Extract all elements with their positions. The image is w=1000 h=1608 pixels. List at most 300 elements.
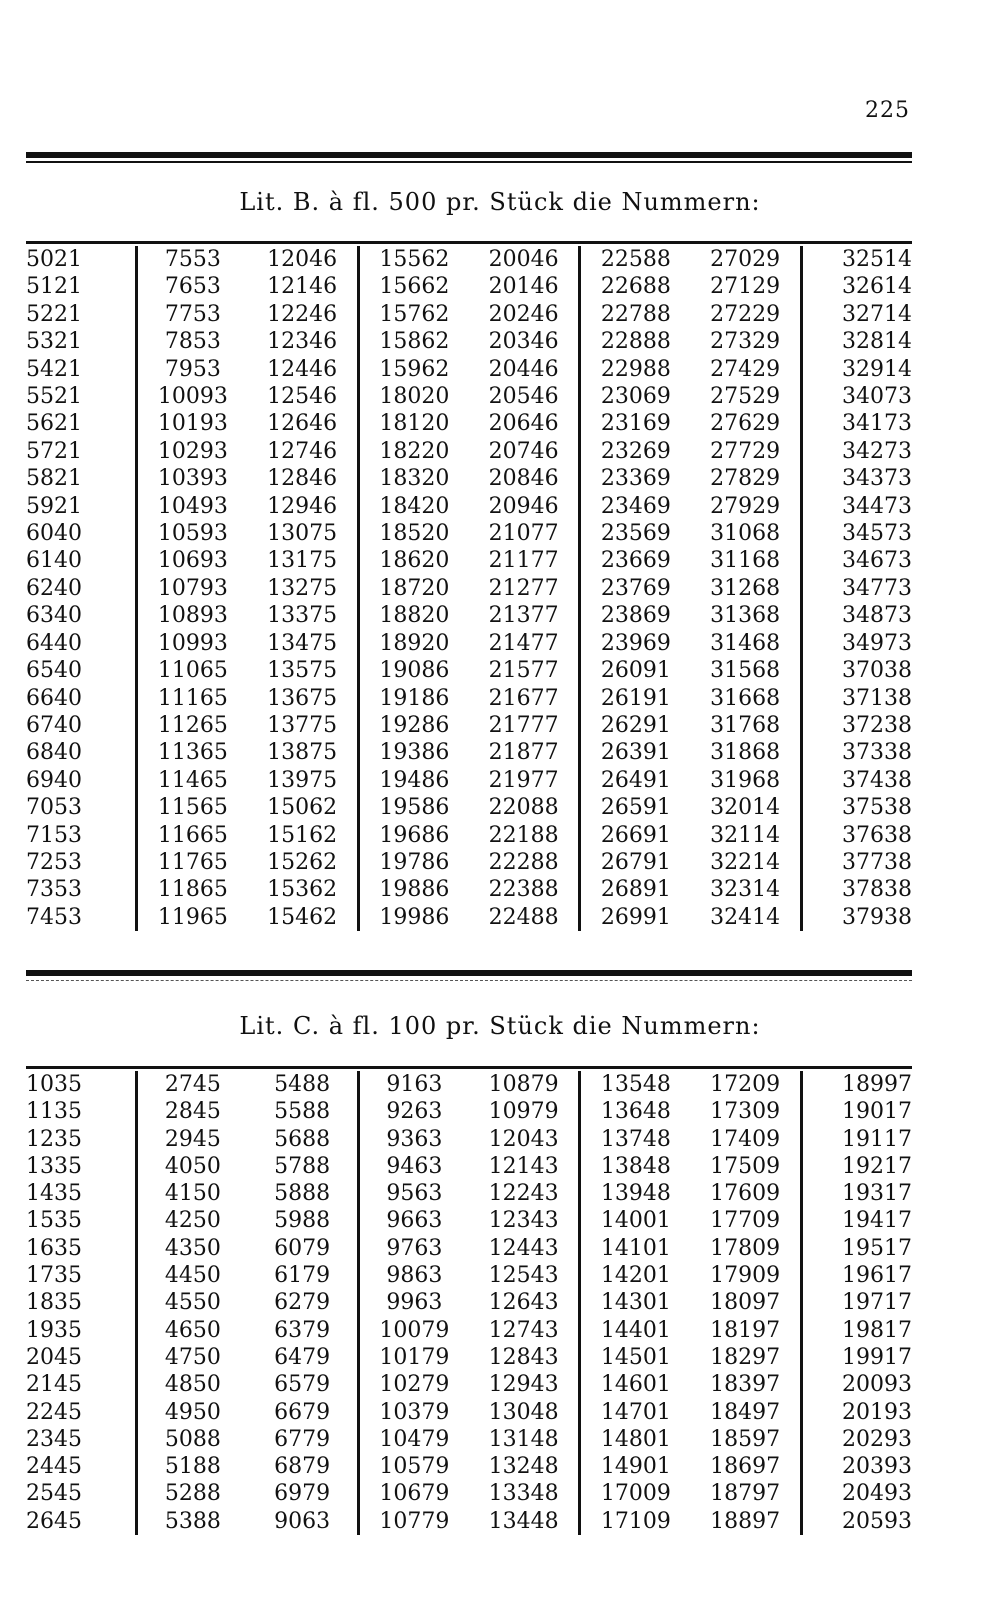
- number-cell: 26491: [580, 767, 691, 794]
- number-cell: 20946: [488, 493, 559, 519]
- number-cell: 9163: [358, 1071, 469, 1098]
- number-cell: 20593: [801, 1508, 912, 1535]
- table-row: [26, 876, 912, 903]
- number-cell: 31068: [710, 521, 781, 547]
- table-row: [26, 246, 912, 273]
- section-c-table: [26, 1071, 912, 1535]
- number-cell: 12146: [267, 274, 338, 300]
- number-cell: 18197: [710, 1317, 781, 1343]
- number-cell: 34473: [801, 493, 912, 520]
- number-cell: 11965: [137, 904, 248, 931]
- number-cell: 13175: [267, 548, 338, 574]
- number-cell: 20646: [488, 411, 559, 437]
- number-cell: 34173: [801, 410, 912, 437]
- table-row: [26, 493, 912, 520]
- number-cell: 6540: [26, 658, 82, 684]
- table-row: [26, 547, 912, 574]
- number-cell: 19517: [801, 1235, 912, 1262]
- number-cell: 5321: [26, 329, 82, 355]
- number-cell: 15162: [267, 822, 338, 848]
- number-cell: 4550: [137, 1289, 248, 1316]
- number-cell: 27429: [710, 356, 781, 382]
- number-cell: 2945: [137, 1126, 248, 1153]
- number-cell: 5888: [274, 1181, 331, 1207]
- number-cell: 27829: [710, 466, 781, 492]
- number-cell: 18120: [358, 410, 469, 437]
- number-cell: 12443: [488, 1235, 559, 1261]
- number-cell: 19386: [358, 739, 469, 766]
- number-cell: 14501: [580, 1344, 691, 1371]
- number-cell: 18897: [710, 1508, 781, 1534]
- number-cell: 19917: [801, 1344, 912, 1371]
- number-cell: 13548: [580, 1071, 691, 1098]
- number-cell: 11165: [137, 685, 248, 712]
- number-cell: 18220: [358, 438, 469, 465]
- number-cell: 13275: [267, 575, 338, 601]
- section-b-rule: [26, 241, 912, 244]
- number-cell: 5921: [26, 493, 82, 519]
- number-cell: 9763: [358, 1235, 469, 1262]
- number-cell: 34073: [801, 383, 912, 410]
- number-cell: 2445: [26, 1454, 82, 1480]
- number-cell: 2845: [137, 1098, 248, 1125]
- number-cell: 21077: [488, 521, 559, 547]
- number-cell: 6840: [26, 740, 82, 766]
- number-cell: 1735: [26, 1263, 82, 1289]
- number-cell: 37138: [801, 685, 912, 712]
- table-row: [26, 1508, 912, 1535]
- number-cell: 13648: [580, 1098, 691, 1125]
- table-row: [26, 794, 912, 821]
- number-cell: 20393: [801, 1453, 912, 1480]
- page-number: 225: [865, 98, 910, 123]
- number-cell: 13675: [267, 685, 338, 711]
- number-cell: 10379: [358, 1399, 469, 1426]
- number-cell: 18020: [358, 383, 469, 410]
- number-cell: 31368: [710, 603, 781, 629]
- number-cell: 34373: [801, 465, 912, 492]
- number-cell: 10993: [137, 630, 248, 657]
- number-cell: 7053: [26, 795, 82, 821]
- number-cell: 13948: [580, 1180, 691, 1207]
- number-cell: 23569: [580, 520, 691, 547]
- number-cell: 19786: [358, 849, 469, 876]
- number-cell: 32814: [801, 328, 912, 355]
- number-cell: 31568: [710, 658, 781, 684]
- number-cell: 5688: [274, 1126, 331, 1152]
- table-row: [26, 1480, 912, 1507]
- number-cell: 17309: [710, 1099, 781, 1125]
- number-cell: 22588: [580, 246, 691, 273]
- number-cell: 34773: [801, 575, 912, 602]
- table-row: [26, 383, 912, 410]
- header-rule-thick: [26, 152, 912, 158]
- number-cell: 19486: [358, 767, 469, 794]
- number-cell: 22088: [488, 795, 559, 821]
- number-cell: 9863: [358, 1262, 469, 1289]
- number-cell: 22688: [580, 273, 691, 300]
- number-cell: 7453: [26, 904, 82, 930]
- table-row: [26, 602, 912, 629]
- number-cell: 10579: [358, 1453, 469, 1480]
- number-cell: 9963: [358, 1289, 469, 1316]
- number-cell: 20346: [488, 329, 559, 355]
- number-cell: 2545: [26, 1481, 82, 1507]
- table-row: [26, 301, 912, 328]
- number-cell: 1635: [26, 1235, 82, 1261]
- number-cell: 15662: [358, 273, 469, 300]
- number-cell: 6140: [26, 548, 82, 574]
- number-cell: 18620: [358, 547, 469, 574]
- number-cell: 19417: [801, 1207, 912, 1234]
- number-cell: 13375: [267, 603, 338, 629]
- number-cell: 7653: [137, 273, 248, 300]
- number-cell: 11765: [137, 849, 248, 876]
- number-cell: 19717: [801, 1289, 912, 1316]
- number-cell: 12243: [488, 1181, 559, 1207]
- number-cell: 4650: [137, 1317, 248, 1344]
- number-cell: 27229: [710, 301, 781, 327]
- number-cell: 20046: [488, 247, 559, 272]
- table-row: [26, 657, 912, 684]
- number-cell: 21977: [488, 767, 559, 793]
- number-cell: 27529: [710, 384, 781, 410]
- number-cell: 7553: [137, 246, 248, 273]
- number-cell: 5388: [137, 1508, 248, 1535]
- table-row: [26, 767, 912, 794]
- number-cell: 4950: [137, 1399, 248, 1426]
- number-cell: 5588: [274, 1099, 331, 1125]
- section-b-table: [26, 246, 912, 931]
- number-cell: 17209: [710, 1072, 781, 1097]
- section-break-rule-thick: [26, 970, 912, 976]
- number-cell: 1335: [26, 1153, 82, 1179]
- number-cell: 13848: [580, 1153, 691, 1180]
- table-row: [26, 630, 912, 657]
- table-row: [26, 328, 912, 355]
- number-cell: 5021: [26, 247, 82, 272]
- number-cell: 15062: [267, 795, 338, 821]
- table-row: [26, 1317, 912, 1344]
- number-cell: 9663: [358, 1207, 469, 1234]
- number-cell: 14201: [580, 1262, 691, 1289]
- number-cell: 26591: [580, 794, 691, 821]
- number-cell: 14901: [580, 1453, 691, 1480]
- number-cell: 26391: [580, 739, 691, 766]
- number-cell: 11565: [137, 794, 248, 821]
- number-cell: 20193: [801, 1399, 912, 1426]
- table-row: [26, 1426, 912, 1453]
- number-cell: 13875: [267, 740, 338, 766]
- number-cell: 10779: [358, 1508, 469, 1535]
- number-cell: 26991: [580, 904, 691, 931]
- number-cell: 17709: [710, 1208, 781, 1234]
- number-cell: 13748: [580, 1126, 691, 1153]
- number-cell: 18597: [710, 1426, 781, 1452]
- number-cell: 22888: [580, 328, 691, 355]
- section-break-rule-dotted: [26, 980, 912, 981]
- number-cell: 37838: [801, 876, 912, 903]
- table-row: [26, 1344, 912, 1371]
- number-cell: 21877: [488, 740, 559, 766]
- number-cell: 19817: [801, 1317, 912, 1344]
- number-cell: 12643: [488, 1290, 559, 1316]
- number-cell: 26291: [580, 712, 691, 739]
- number-cell: 13775: [267, 712, 338, 738]
- number-cell: 15462: [267, 904, 338, 930]
- number-cell: 14401: [580, 1317, 691, 1344]
- number-cell: 14601: [580, 1371, 691, 1398]
- number-cell: 27029: [710, 247, 781, 272]
- number-cell: 17809: [710, 1235, 781, 1261]
- table-row: [26, 438, 912, 465]
- table-row: [26, 1262, 912, 1289]
- number-cell: 12046: [267, 247, 338, 272]
- number-cell: 26191: [580, 685, 691, 712]
- number-cell: 22788: [580, 301, 691, 328]
- number-cell: 6940: [26, 767, 82, 793]
- number-cell: 1235: [26, 1126, 82, 1152]
- number-cell: 17109: [580, 1508, 691, 1535]
- number-cell: 18820: [358, 602, 469, 629]
- number-cell: 6679: [274, 1399, 331, 1425]
- number-cell: 9363: [358, 1126, 469, 1153]
- table-row: [26, 739, 912, 766]
- number-cell: 2145: [26, 1372, 82, 1398]
- number-cell: 37238: [801, 712, 912, 739]
- number-cell: 10193: [137, 410, 248, 437]
- number-cell: 6379: [274, 1317, 331, 1343]
- number-cell: 9463: [358, 1153, 469, 1180]
- number-cell: 10893: [137, 602, 248, 629]
- number-cell: 22988: [580, 356, 691, 383]
- table-row: [26, 1399, 912, 1426]
- number-cell: 6879: [274, 1454, 331, 1480]
- number-cell: 20146: [488, 274, 559, 300]
- number-cell: 5488: [274, 1072, 331, 1097]
- number-cell: 19186: [358, 685, 469, 712]
- number-cell: 15862: [358, 328, 469, 355]
- number-cell: 7753: [137, 301, 248, 328]
- number-cell: 2345: [26, 1426, 82, 1452]
- number-cell: 14701: [580, 1399, 691, 1426]
- number-cell: 6779: [274, 1426, 331, 1452]
- number-cell: 10279: [358, 1371, 469, 1398]
- number-cell: 5188: [137, 1453, 248, 1480]
- number-cell: 21477: [488, 630, 559, 656]
- number-cell: 18997: [801, 1071, 912, 1098]
- number-cell: 32114: [710, 822, 781, 848]
- number-cell: 21177: [488, 548, 559, 574]
- number-cell: 12946: [267, 493, 338, 519]
- number-cell: 18097: [710, 1290, 781, 1316]
- table-row: [26, 410, 912, 437]
- table-row: [26, 1289, 912, 1316]
- number-cell: 7353: [26, 877, 82, 903]
- number-cell: 17509: [710, 1153, 781, 1179]
- number-cell: 10979: [488, 1099, 559, 1125]
- number-cell: 10593: [137, 520, 248, 547]
- number-cell: 23369: [580, 465, 691, 492]
- number-cell: 12543: [488, 1263, 559, 1289]
- number-cell: 10479: [358, 1426, 469, 1453]
- number-cell: 6279: [274, 1290, 331, 1316]
- number-cell: 20246: [488, 301, 559, 327]
- number-cell: 20493: [801, 1480, 912, 1507]
- number-cell: 37038: [801, 657, 912, 684]
- number-cell: 2045: [26, 1344, 82, 1370]
- number-cell: 18397: [710, 1372, 781, 1398]
- number-cell: 5121: [26, 274, 82, 300]
- number-cell: 9063: [274, 1508, 331, 1534]
- number-cell: 20446: [488, 356, 559, 382]
- number-cell: 9263: [358, 1098, 469, 1125]
- number-cell: 6579: [274, 1372, 331, 1398]
- section-c-rule: [26, 1066, 912, 1069]
- number-cell: 22388: [488, 877, 559, 903]
- number-cell: 11365: [137, 739, 248, 766]
- number-cell: 5221: [26, 301, 82, 327]
- number-cell: 37338: [801, 739, 912, 766]
- number-cell: 23169: [580, 410, 691, 437]
- number-cell: 2745: [137, 1071, 248, 1098]
- number-cell: 23769: [580, 575, 691, 602]
- number-cell: 12246: [267, 301, 338, 327]
- table-row: [26, 1153, 912, 1180]
- number-cell: 20846: [488, 466, 559, 492]
- number-cell: 13575: [267, 658, 338, 684]
- number-cell: 19986: [358, 904, 469, 931]
- number-cell: 37938: [801, 904, 912, 931]
- number-cell: 13348: [488, 1481, 559, 1507]
- number-cell: 4850: [137, 1371, 248, 1398]
- number-cell: 10793: [137, 575, 248, 602]
- number-cell: 6740: [26, 712, 82, 738]
- number-cell: 21677: [488, 685, 559, 711]
- number-cell: 4450: [137, 1262, 248, 1289]
- number-cell: 5088: [137, 1426, 248, 1453]
- number-cell: 21777: [488, 712, 559, 738]
- number-cell: 34273: [801, 438, 912, 465]
- section-b-heading: Lit. B. à fl. 500 pr. Stück die Nummern:: [239, 188, 761, 216]
- number-cell: 37738: [801, 849, 912, 876]
- number-cell: 15762: [358, 301, 469, 328]
- number-cell: 34673: [801, 547, 912, 574]
- table-row: [26, 904, 912, 931]
- number-cell: 37538: [801, 794, 912, 821]
- number-cell: 26891: [580, 876, 691, 903]
- number-cell: 31968: [710, 767, 781, 793]
- number-cell: 10679: [358, 1480, 469, 1507]
- number-cell: 15962: [358, 356, 469, 383]
- number-cell: 23669: [580, 547, 691, 574]
- number-cell: 37438: [801, 767, 912, 794]
- table-row: [26, 273, 912, 300]
- number-cell: 11865: [137, 876, 248, 903]
- table-row: [26, 356, 912, 383]
- number-cell: 27329: [710, 329, 781, 355]
- number-cell: 7853: [137, 328, 248, 355]
- table-row: [26, 1453, 912, 1480]
- number-cell: 10293: [137, 438, 248, 465]
- number-cell: 26691: [580, 822, 691, 849]
- number-cell: 10393: [137, 465, 248, 492]
- number-cell: 20546: [488, 384, 559, 410]
- table-row: [26, 712, 912, 739]
- table-row: [26, 849, 912, 876]
- number-cell: 6640: [26, 685, 82, 711]
- number-cell: 18797: [710, 1481, 781, 1507]
- number-cell: 11465: [137, 767, 248, 794]
- number-cell: 31468: [710, 630, 781, 656]
- number-cell: 21577: [488, 658, 559, 684]
- number-cell: 15562: [358, 246, 469, 273]
- number-cell: 27929: [710, 493, 781, 519]
- number-cell: 34973: [801, 630, 912, 657]
- number-cell: 4350: [137, 1235, 248, 1262]
- number-cell: 6479: [274, 1344, 331, 1370]
- number-cell: 13075: [267, 521, 338, 547]
- number-cell: 5721: [26, 438, 82, 464]
- number-cell: 15362: [267, 877, 338, 903]
- number-cell: 6979: [274, 1481, 331, 1507]
- number-cell: 18697: [710, 1454, 781, 1480]
- number-cell: 11665: [137, 822, 248, 849]
- number-cell: 22188: [488, 822, 559, 848]
- number-cell: 19886: [358, 876, 469, 903]
- number-cell: 32914: [801, 356, 912, 383]
- number-cell: 19317: [801, 1180, 912, 1207]
- number-cell: 31168: [710, 548, 781, 574]
- number-cell: 19686: [358, 822, 469, 849]
- number-cell: 10079: [358, 1317, 469, 1344]
- number-cell: 34573: [801, 520, 912, 547]
- number-cell: 26791: [580, 849, 691, 876]
- number-cell: 10179: [358, 1344, 469, 1371]
- number-cell: 32014: [710, 795, 781, 821]
- number-cell: 17409: [710, 1126, 781, 1152]
- number-cell: 18297: [710, 1344, 781, 1370]
- number-cell: 19286: [358, 712, 469, 739]
- number-cell: 18520: [358, 520, 469, 547]
- number-cell: 19217: [801, 1153, 912, 1180]
- number-cell: 32414: [710, 904, 781, 930]
- number-cell: 5421: [26, 356, 82, 382]
- number-cell: 6340: [26, 603, 82, 629]
- section-c-heading: Lit. C. à fl. 100 pr. Stück die Nummern:: [239, 1012, 761, 1040]
- number-cell: 14801: [580, 1426, 691, 1453]
- table-row: [26, 1207, 912, 1234]
- number-cell: 19086: [358, 657, 469, 684]
- number-cell: 1135: [26, 1099, 82, 1125]
- number-cell: 6240: [26, 575, 82, 601]
- number-cell: 13448: [488, 1508, 559, 1534]
- number-cell: 1835: [26, 1290, 82, 1316]
- number-cell: 31668: [710, 685, 781, 711]
- table-row: [26, 520, 912, 547]
- number-cell: 5621: [26, 411, 82, 437]
- number-cell: 7953: [137, 356, 248, 383]
- number-cell: 12746: [267, 438, 338, 464]
- number-cell: 13248: [488, 1454, 559, 1480]
- table-row: [26, 1180, 912, 1207]
- table-row: [26, 1126, 912, 1153]
- number-cell: 32714: [801, 301, 912, 328]
- number-cell: 9563: [358, 1180, 469, 1207]
- number-cell: 11065: [137, 657, 248, 684]
- number-cell: 13048: [488, 1399, 559, 1425]
- number-cell: 7253: [26, 849, 82, 875]
